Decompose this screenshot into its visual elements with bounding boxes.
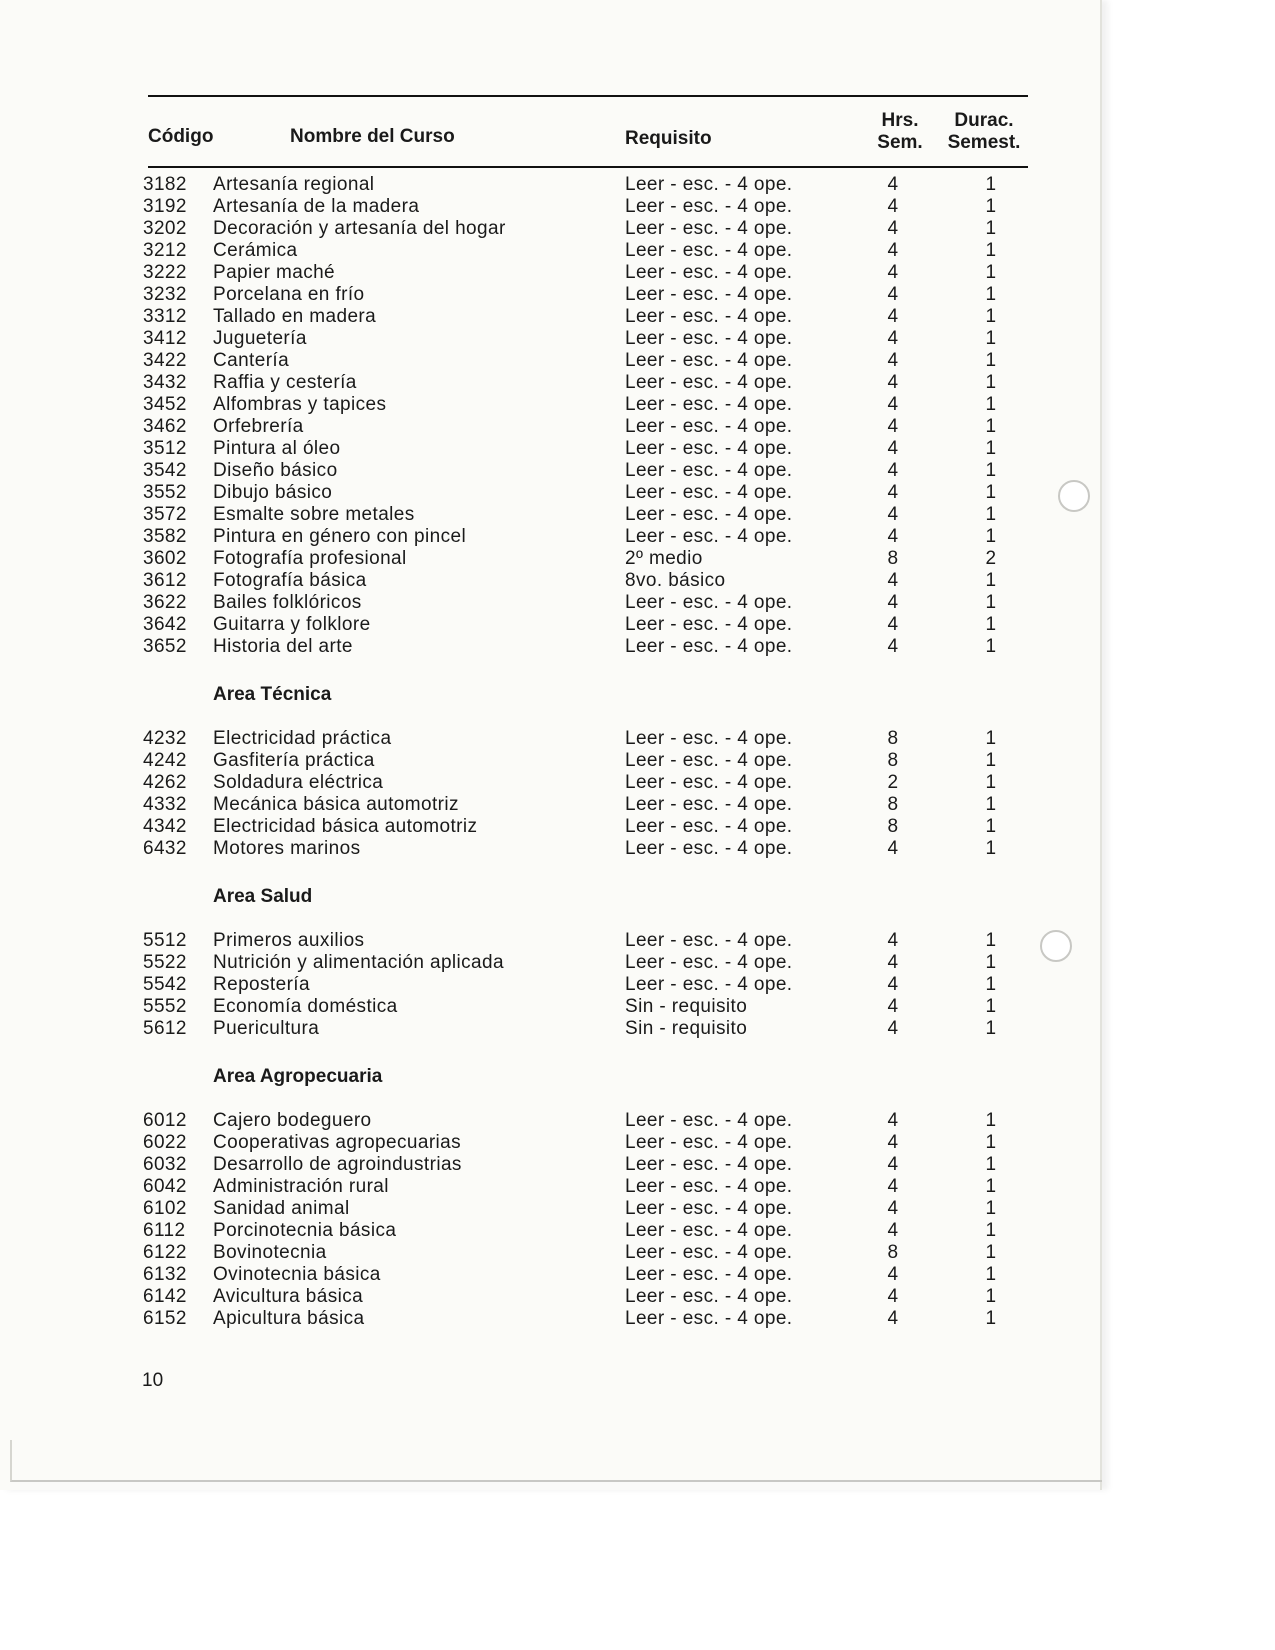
- course-requirement: Leer - esc. - 4 ope.: [625, 592, 793, 613]
- course-duration: 1: [985, 218, 997, 239]
- header-duration-line1: Durac.: [954, 110, 1014, 131]
- course-code: 5512: [143, 930, 187, 951]
- table-row: [143, 1220, 1043, 1242]
- table-row: [143, 394, 1043, 416]
- course-duration: 1: [985, 816, 997, 837]
- course-name: Sanidad animal: [213, 1198, 350, 1219]
- course-duration: 1: [985, 838, 997, 859]
- course-duration: 1: [985, 974, 997, 995]
- course-hours: 8: [887, 816, 899, 837]
- course-name: Cajero bodeguero: [213, 1110, 372, 1131]
- course-duration: 1: [985, 240, 997, 261]
- course-code: 6112: [143, 1220, 186, 1241]
- course-duration: 1: [985, 482, 997, 503]
- course-code: 6012: [143, 1110, 187, 1131]
- course-duration: 1: [985, 1308, 997, 1329]
- course-duration: 1: [985, 306, 997, 327]
- course-name: Bailes folklóricos: [213, 592, 362, 613]
- course-hours: 4: [887, 526, 899, 547]
- course-hours: 4: [887, 1176, 899, 1197]
- table-row: [143, 548, 1043, 570]
- course-hours: 4: [887, 1308, 899, 1329]
- table-row: [143, 996, 1043, 1018]
- course-code: 5522: [143, 952, 187, 973]
- course-duration: 1: [985, 794, 997, 815]
- header-hours: [860, 110, 940, 154]
- table-row: [143, 728, 1043, 750]
- course-code: 4342: [143, 816, 187, 837]
- course-name: Artesanía regional: [213, 174, 375, 195]
- table-row: [143, 1308, 1043, 1330]
- course-hours: 4: [887, 504, 899, 525]
- course-duration: 1: [985, 284, 997, 305]
- table-row: [143, 794, 1043, 816]
- table-row: [143, 174, 1043, 196]
- course-requirement: Leer - esc. - 4 ope.: [625, 728, 793, 749]
- course-code: 4262: [143, 772, 187, 793]
- course-requirement: Leer - esc. - 4 ope.: [625, 438, 793, 459]
- course-hours: 8: [887, 1242, 899, 1263]
- course-name: Porcelana en frío: [213, 284, 365, 305]
- header-rule-top: [148, 95, 1028, 97]
- course-name: Motores marinos: [213, 838, 361, 859]
- course-name: Papier maché: [213, 262, 336, 283]
- table-row: [143, 1176, 1043, 1198]
- table-row: [143, 460, 1043, 482]
- table-row: [143, 416, 1043, 438]
- table-row: [143, 306, 1043, 328]
- table-row: [143, 750, 1043, 772]
- course-hours: 4: [887, 838, 899, 859]
- course-duration: 1: [985, 394, 997, 415]
- table-row: [143, 284, 1043, 306]
- table-row: [143, 218, 1043, 240]
- course-hours: 4: [887, 1110, 899, 1131]
- course-requirement: Leer - esc. - 4 ope.: [625, 952, 793, 973]
- course-requirement: Leer - esc. - 4 ope.: [625, 416, 793, 437]
- course-requirement: Leer - esc. - 4 ope.: [625, 794, 793, 815]
- course-requirement: Leer - esc. - 4 ope.: [625, 1264, 793, 1285]
- header-code: Código: [148, 126, 214, 147]
- course-duration: 1: [985, 262, 997, 283]
- table-row: [143, 372, 1043, 394]
- course-requirement: Leer - esc. - 4 ope.: [625, 240, 793, 261]
- table-row: [143, 328, 1043, 350]
- course-name: Historia del arte: [213, 636, 353, 657]
- course-hours: 4: [887, 196, 899, 217]
- course-name: Decoración y artesanía del hogar: [213, 218, 506, 239]
- course-code: 3212: [143, 240, 187, 261]
- table-row: [143, 262, 1043, 284]
- table-row: [143, 1018, 1043, 1040]
- course-hours: 4: [887, 174, 899, 195]
- table-row: [143, 930, 1043, 952]
- course-code: 3432: [143, 372, 187, 393]
- table-row: [143, 816, 1043, 838]
- table-row: [143, 838, 1043, 860]
- course-code: 3192: [143, 196, 187, 217]
- course-hours: 4: [887, 1018, 899, 1039]
- course-name: Cantería: [213, 350, 290, 371]
- course-code: 5552: [143, 996, 187, 1017]
- course-hours: 4: [887, 592, 899, 613]
- course-name: Fotografía profesional: [213, 548, 407, 569]
- course-requirement: Leer - esc. - 4 ope.: [625, 1308, 793, 1329]
- course-name: Ovinotecnia básica: [213, 1264, 381, 1285]
- course-table: [143, 174, 1043, 1330]
- table-row: [143, 438, 1043, 460]
- header-hours-line2: Sem.: [877, 132, 923, 153]
- course-hours: 4: [887, 460, 899, 481]
- table-row: [143, 974, 1043, 996]
- course-code: 5612: [143, 1018, 187, 1039]
- course-name: Cooperativas agropecuarias: [213, 1132, 462, 1153]
- course-code: 3182: [143, 174, 187, 195]
- course-duration: 2: [985, 548, 997, 569]
- course-name: Economía doméstica: [213, 996, 398, 1017]
- course-requirement: Leer - esc. - 4 ope.: [625, 1198, 793, 1219]
- course-hours: 8: [887, 794, 899, 815]
- course-name: Pintura en género con pincel: [213, 526, 467, 547]
- table-row: [143, 1264, 1043, 1286]
- course-code: 6032: [143, 1154, 187, 1175]
- course-code: 4242: [143, 750, 187, 771]
- course-name: Soldadura eléctrica: [213, 772, 384, 793]
- section-title: Area Agropecuaria: [213, 1066, 383, 1087]
- course-duration: 1: [985, 750, 997, 771]
- course-code: 6042: [143, 1176, 187, 1197]
- course-name: Avicultura básica: [213, 1286, 364, 1307]
- course-requirement: Leer - esc. - 4 ope.: [625, 816, 793, 837]
- course-code: 3412: [143, 328, 187, 349]
- course-hours: 4: [887, 262, 899, 283]
- course-code: 3612: [143, 570, 187, 591]
- course-name: Esmalte sobre metales: [213, 504, 415, 525]
- course-requirement: Leer - esc. - 4 ope.: [625, 262, 793, 283]
- table-row: [143, 592, 1043, 614]
- table-row: [143, 636, 1043, 658]
- course-duration: 1: [985, 1220, 997, 1241]
- course-duration: 1: [985, 526, 997, 547]
- course-hours: 4: [887, 930, 899, 951]
- table-row: [143, 614, 1043, 636]
- course-requirement: Leer - esc. - 4 ope.: [625, 372, 793, 393]
- course-hours: 8: [887, 728, 899, 749]
- course-hours: 4: [887, 416, 899, 437]
- course-requirement: Sin - requisito: [625, 996, 748, 1017]
- course-hours: 4: [887, 438, 899, 459]
- course-requirement: Leer - esc. - 4 ope.: [625, 306, 793, 327]
- course-hours: 4: [887, 570, 899, 591]
- course-duration: 1: [985, 772, 997, 793]
- course-duration: 1: [985, 328, 997, 349]
- course-name: Raffia y cestería: [213, 372, 357, 393]
- course-code: 3462: [143, 416, 187, 437]
- course-hours: 8: [887, 548, 899, 569]
- course-requirement: Leer - esc. - 4 ope.: [625, 196, 793, 217]
- course-duration: 1: [985, 372, 997, 393]
- section-title: Area Salud: [213, 886, 313, 907]
- course-hours: 4: [887, 1198, 899, 1219]
- course-duration: 1: [985, 996, 997, 1017]
- course-requirement: Leer - esc. - 4 ope.: [625, 460, 793, 481]
- course-code: 3602: [143, 548, 187, 569]
- course-duration: 1: [985, 416, 997, 437]
- course-code: 3222: [143, 262, 187, 283]
- course-hours: 4: [887, 306, 899, 327]
- course-duration: 1: [985, 1110, 997, 1131]
- course-code: 6102: [143, 1198, 187, 1219]
- course-code: 4232: [143, 728, 187, 749]
- course-duration: 1: [985, 930, 997, 951]
- course-hours: 4: [887, 1286, 899, 1307]
- course-requirement: Leer - esc. - 4 ope.: [625, 1242, 793, 1263]
- table-row: [143, 952, 1043, 974]
- table-row: [143, 482, 1043, 504]
- course-requirement: Leer - esc. - 4 ope.: [625, 1154, 793, 1175]
- course-code: 3312: [143, 306, 187, 327]
- course-hours: 4: [887, 636, 899, 657]
- course-code: 3572: [143, 504, 187, 525]
- course-requirement: Leer - esc. - 4 ope.: [625, 750, 793, 771]
- section-title: Area Técnica: [213, 684, 332, 705]
- course-name: Bovinotecnia: [213, 1242, 327, 1263]
- course-duration: 1: [985, 174, 997, 195]
- course-requirement: 2º medio: [625, 548, 703, 569]
- course-name: Electricidad básica automotriz: [213, 816, 478, 837]
- course-name: Pintura al óleo: [213, 438, 341, 459]
- course-requirement: Leer - esc. - 4 ope.: [625, 930, 793, 951]
- punch-hole: [1040, 930, 1072, 962]
- course-name: Tallado en madera: [213, 306, 377, 327]
- table-row: [143, 196, 1043, 218]
- course-hours: 4: [887, 1264, 899, 1285]
- course-duration: 1: [985, 592, 997, 613]
- course-hours: 4: [887, 614, 899, 635]
- course-code: 3652: [143, 636, 187, 657]
- course-duration: 1: [985, 1176, 997, 1197]
- course-code: 3512: [143, 438, 187, 459]
- course-code: 4332: [143, 794, 187, 815]
- course-code: 3422: [143, 350, 187, 371]
- course-hours: 4: [887, 372, 899, 393]
- course-hours: 4: [887, 1132, 899, 1153]
- course-duration: 1: [985, 1198, 997, 1219]
- course-hours: 4: [887, 350, 899, 371]
- course-name: Diseño básico: [213, 460, 338, 481]
- course-name: Nutrición y alimentación aplicada: [213, 952, 504, 973]
- course-name: Artesanía de la madera: [213, 196, 420, 217]
- course-code: 6152: [143, 1308, 187, 1329]
- course-requirement: Leer - esc. - 4 ope.: [625, 1132, 793, 1153]
- course-duration: 1: [985, 1264, 997, 1285]
- course-hours: 4: [887, 952, 899, 973]
- course-name: Apicultura básica: [213, 1308, 365, 1329]
- course-name: Fotografía básica: [213, 570, 367, 591]
- course-hours: 4: [887, 328, 899, 349]
- page-edge-shadow: [10, 1440, 1102, 1482]
- course-code: 6142: [143, 1286, 187, 1307]
- course-requirement: 8vo. básico: [625, 570, 726, 591]
- course-hours: 4: [887, 996, 899, 1017]
- header-duration-line2: Semest.: [947, 132, 1021, 153]
- page-number: 10: [142, 1370, 164, 1391]
- course-name: Guitarra y folklore: [213, 614, 371, 635]
- course-hours: 4: [887, 1154, 899, 1175]
- header-requirement: Requisito: [625, 128, 712, 149]
- course-name: Puericultura: [213, 1018, 320, 1039]
- course-hours: 4: [887, 1220, 899, 1241]
- table-row: [143, 1198, 1043, 1220]
- course-duration: 1: [985, 570, 997, 591]
- course-code: 3582: [143, 526, 187, 547]
- course-duration: 1: [985, 728, 997, 749]
- course-requirement: Leer - esc. - 4 ope.: [625, 394, 793, 415]
- course-requirement: Leer - esc. - 4 ope.: [625, 504, 793, 525]
- course-requirement: Leer - esc. - 4 ope.: [625, 218, 793, 239]
- course-requirement: Leer - esc. - 4 ope.: [625, 328, 793, 349]
- course-code: 3452: [143, 394, 187, 415]
- course-duration: 1: [985, 196, 997, 217]
- punch-hole: [1058, 480, 1090, 512]
- course-code: 6132: [143, 1264, 187, 1285]
- course-hours: 4: [887, 482, 899, 503]
- course-requirement: Leer - esc. - 4 ope.: [625, 1176, 793, 1197]
- table-row: [143, 240, 1043, 262]
- course-name: Orfebrería: [213, 416, 304, 437]
- course-name: Porcinotecnia básica: [213, 1220, 397, 1241]
- course-requirement: Leer - esc. - 4 ope.: [625, 1220, 793, 1241]
- course-name: Alfombras y tapices: [213, 394, 387, 415]
- course-name: Repostería: [213, 974, 310, 995]
- course-name: Dibujo básico: [213, 482, 333, 503]
- course-hours: 8: [887, 750, 899, 771]
- course-requirement: Leer - esc. - 4 ope.: [625, 482, 793, 503]
- course-requirement: Sin - requisito: [625, 1018, 748, 1039]
- course-duration: 1: [985, 1286, 997, 1307]
- course-code: 3642: [143, 614, 187, 635]
- course-requirement: Leer - esc. - 4 ope.: [625, 1286, 793, 1307]
- course-code: 3622: [143, 592, 187, 613]
- course-code: 6022: [143, 1132, 187, 1153]
- course-requirement: Leer - esc. - 4 ope.: [625, 1110, 793, 1131]
- header-duration: [940, 110, 1028, 154]
- table-row: [143, 1154, 1043, 1176]
- course-code: 3552: [143, 482, 187, 503]
- course-requirement: Leer - esc. - 4 ope.: [625, 974, 793, 995]
- course-name: Primeros auxilios: [213, 930, 365, 951]
- header-hours-line1: Hrs.: [881, 110, 919, 131]
- course-name: Electricidad práctica: [213, 728, 392, 749]
- course-code: 5542: [143, 974, 187, 995]
- table-row: [143, 1242, 1043, 1264]
- course-requirement: Leer - esc. - 4 ope.: [625, 772, 793, 793]
- course-requirement: Leer - esc. - 4 ope.: [625, 174, 793, 195]
- course-name: Desarrollo de agroindustrias: [213, 1154, 462, 1175]
- course-duration: 1: [985, 952, 997, 973]
- table-row: [143, 350, 1043, 372]
- course-duration: 1: [985, 1242, 997, 1263]
- course-requirement: Leer - esc. - 4 ope.: [625, 284, 793, 305]
- course-requirement: Leer - esc. - 4 ope.: [625, 526, 793, 547]
- table-row: [143, 1286, 1043, 1308]
- header-name: Nombre del Curso: [290, 126, 455, 147]
- course-requirement: Leer - esc. - 4 ope.: [625, 614, 793, 635]
- course-name: Mecánica básica automotriz: [213, 794, 459, 815]
- course-code: 3202: [143, 218, 187, 239]
- course-hours: 4: [887, 218, 899, 239]
- course-hours: 4: [887, 240, 899, 261]
- course-duration: 1: [985, 350, 997, 371]
- header-rule-bottom: [148, 166, 1028, 168]
- course-requirement: Leer - esc. - 4 ope.: [625, 838, 793, 859]
- course-hours: 4: [887, 974, 899, 995]
- table-row: [143, 772, 1043, 794]
- course-name: Cerámica: [213, 240, 298, 261]
- course-duration: 1: [985, 1154, 997, 1175]
- course-duration: 1: [985, 460, 997, 481]
- course-duration: 1: [985, 614, 997, 635]
- course-hours: 4: [887, 284, 899, 305]
- course-name: Juguetería: [213, 328, 307, 349]
- course-name: Administración rural: [213, 1176, 389, 1197]
- course-hours: 2: [887, 772, 899, 793]
- course-code: 6122: [143, 1242, 187, 1263]
- course-code: 3542: [143, 460, 187, 481]
- course-code: 3232: [143, 284, 187, 305]
- table-row: [143, 504, 1043, 526]
- course-requirement: Leer - esc. - 4 ope.: [625, 350, 793, 371]
- course-name: Gasfitería práctica: [213, 750, 375, 771]
- table-row: [143, 526, 1043, 548]
- table-row: [143, 1110, 1043, 1132]
- course-duration: 1: [985, 1018, 997, 1039]
- course-code: 6432: [143, 838, 187, 859]
- table-row: [143, 1132, 1043, 1154]
- course-duration: 1: [985, 1132, 997, 1153]
- course-hours: 4: [887, 394, 899, 415]
- course-duration: 1: [985, 636, 997, 657]
- table-row: [143, 570, 1043, 592]
- course-requirement: Leer - esc. - 4 ope.: [625, 636, 793, 657]
- course-duration: 1: [985, 438, 997, 459]
- course-duration: 1: [985, 504, 997, 525]
